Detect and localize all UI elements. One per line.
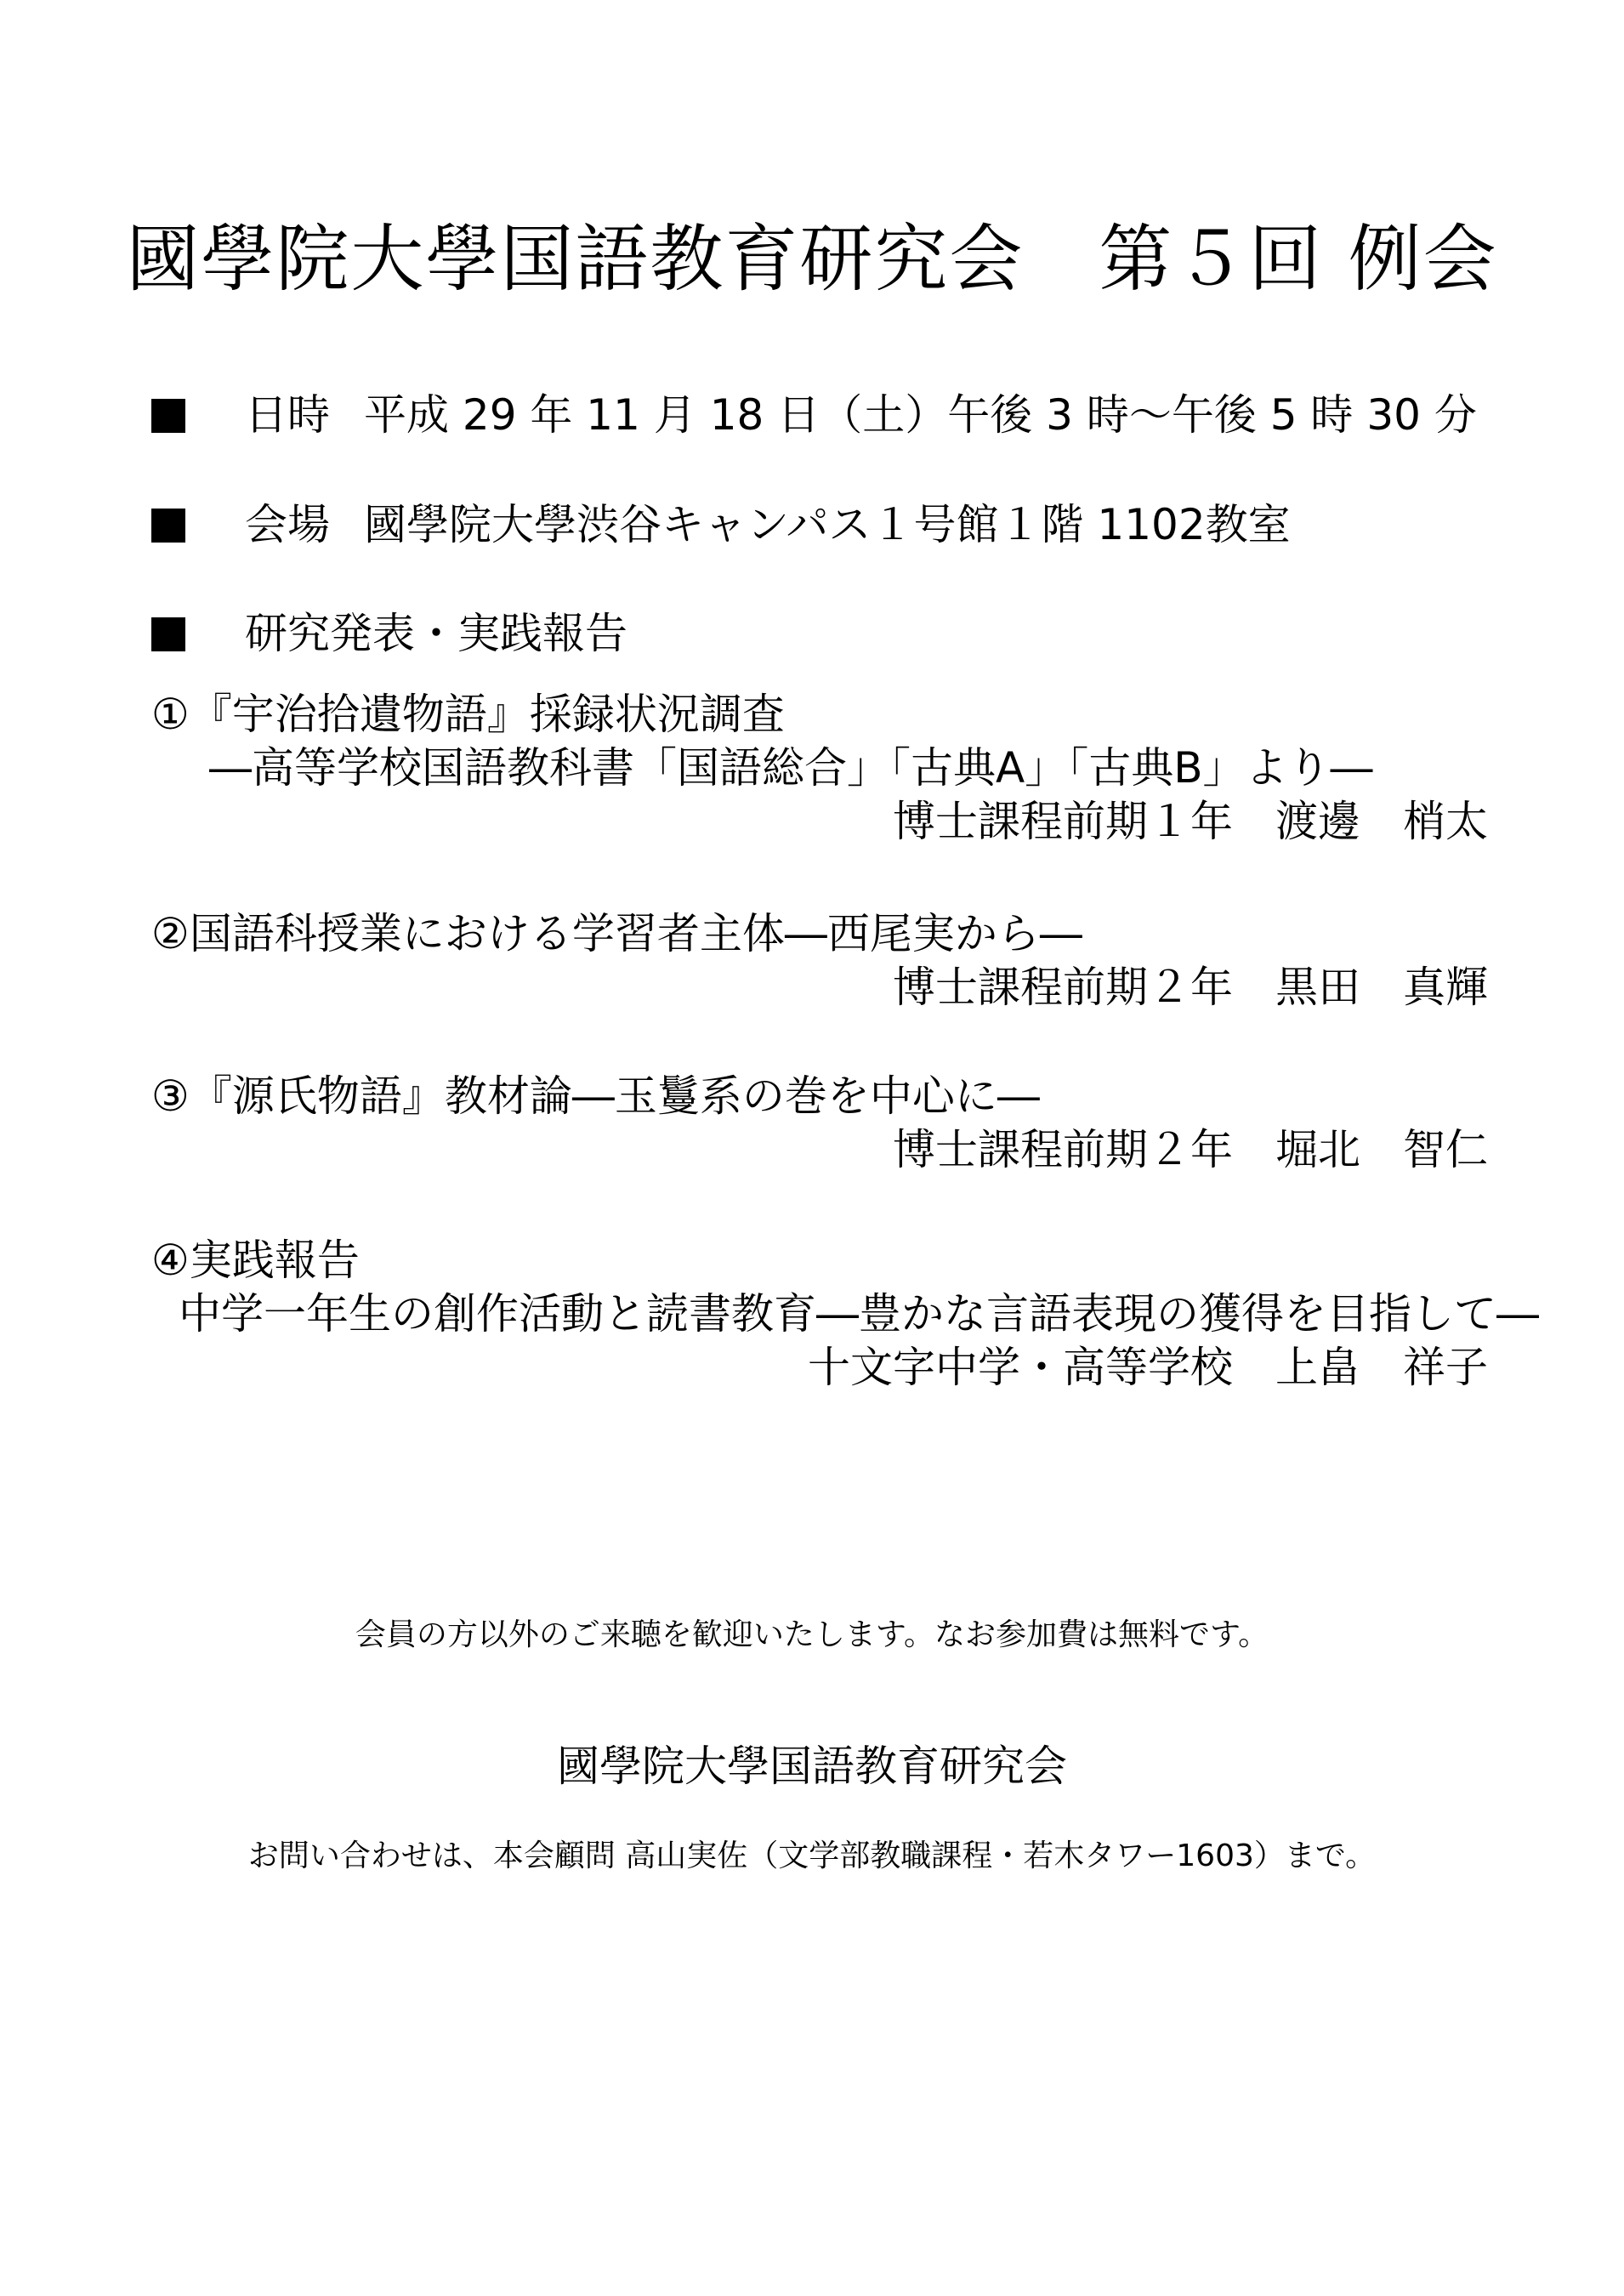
program-label: 研究発表・実践報告 — [245, 609, 627, 658]
presentation-3-author: 博士課程前期２年 堀北 智仁 — [893, 1125, 1488, 1174]
square-bullet-icon — [151, 399, 185, 433]
square-bullet-icon — [151, 617, 185, 651]
datetime-label: 日時 — [245, 390, 330, 440]
program-row — [151, 609, 662, 658]
venue-value: 國學院大學渋谷キャンパス１号館１階 1102教室 — [364, 500, 1291, 549]
presentation-2-author: 博士課程前期２年 黒田 真輝 — [893, 963, 1488, 1012]
datetime-value: 平成 29 年 11 月 18 日（土）午後 3 時～午後 5 時 30 分 — [364, 390, 1477, 440]
presentation-2-title: ②国語科授業における学習者主体―西尾実から― — [151, 909, 1082, 958]
welcome-note: 会員の方以外のご来聴を歓迎いたします。なお参加費は無料です。 — [355, 1617, 1269, 1652]
page-title: 國學院大學国語教育研究会 第５回 例会 — [126, 217, 1498, 302]
venue-label: 会場 — [245, 500, 330, 549]
presentation-1-author: 博士課程前期１年 渡邊 梢太 — [893, 797, 1488, 846]
venue-row — [151, 500, 1291, 549]
square-bullet-icon — [151, 509, 185, 543]
presentation-1-title: ①『宇治拾遺物語』採録状況調査 — [151, 690, 785, 739]
presentation-4-author: 十文字中学・高等学校 上畠 祥子 — [808, 1343, 1488, 1392]
presentation-4-subtitle: 中学一年生の創作活動と読書教育―豊かな言語表現の獲得を目指して― — [179, 1289, 1539, 1338]
presentation-4-title: ④実践報告 — [151, 1236, 360, 1285]
presentation-1-subtitle: ―高等学校国語教科書「国語総合」「古典A」「古典B」より― — [209, 743, 1373, 793]
organization-name: 國學院大學国語教育研究会 — [557, 1742, 1067, 1791]
datetime-row — [151, 390, 1477, 440]
contact-info: お問い合わせは、本会顧問 高山実佐（文学部教職課程・若木タワー1603）まで。 — [247, 1839, 1377, 1873]
presentation-3-title: ③『源氏物語』教材論―玉鬘系の巻を中心に― — [151, 1071, 1040, 1121]
